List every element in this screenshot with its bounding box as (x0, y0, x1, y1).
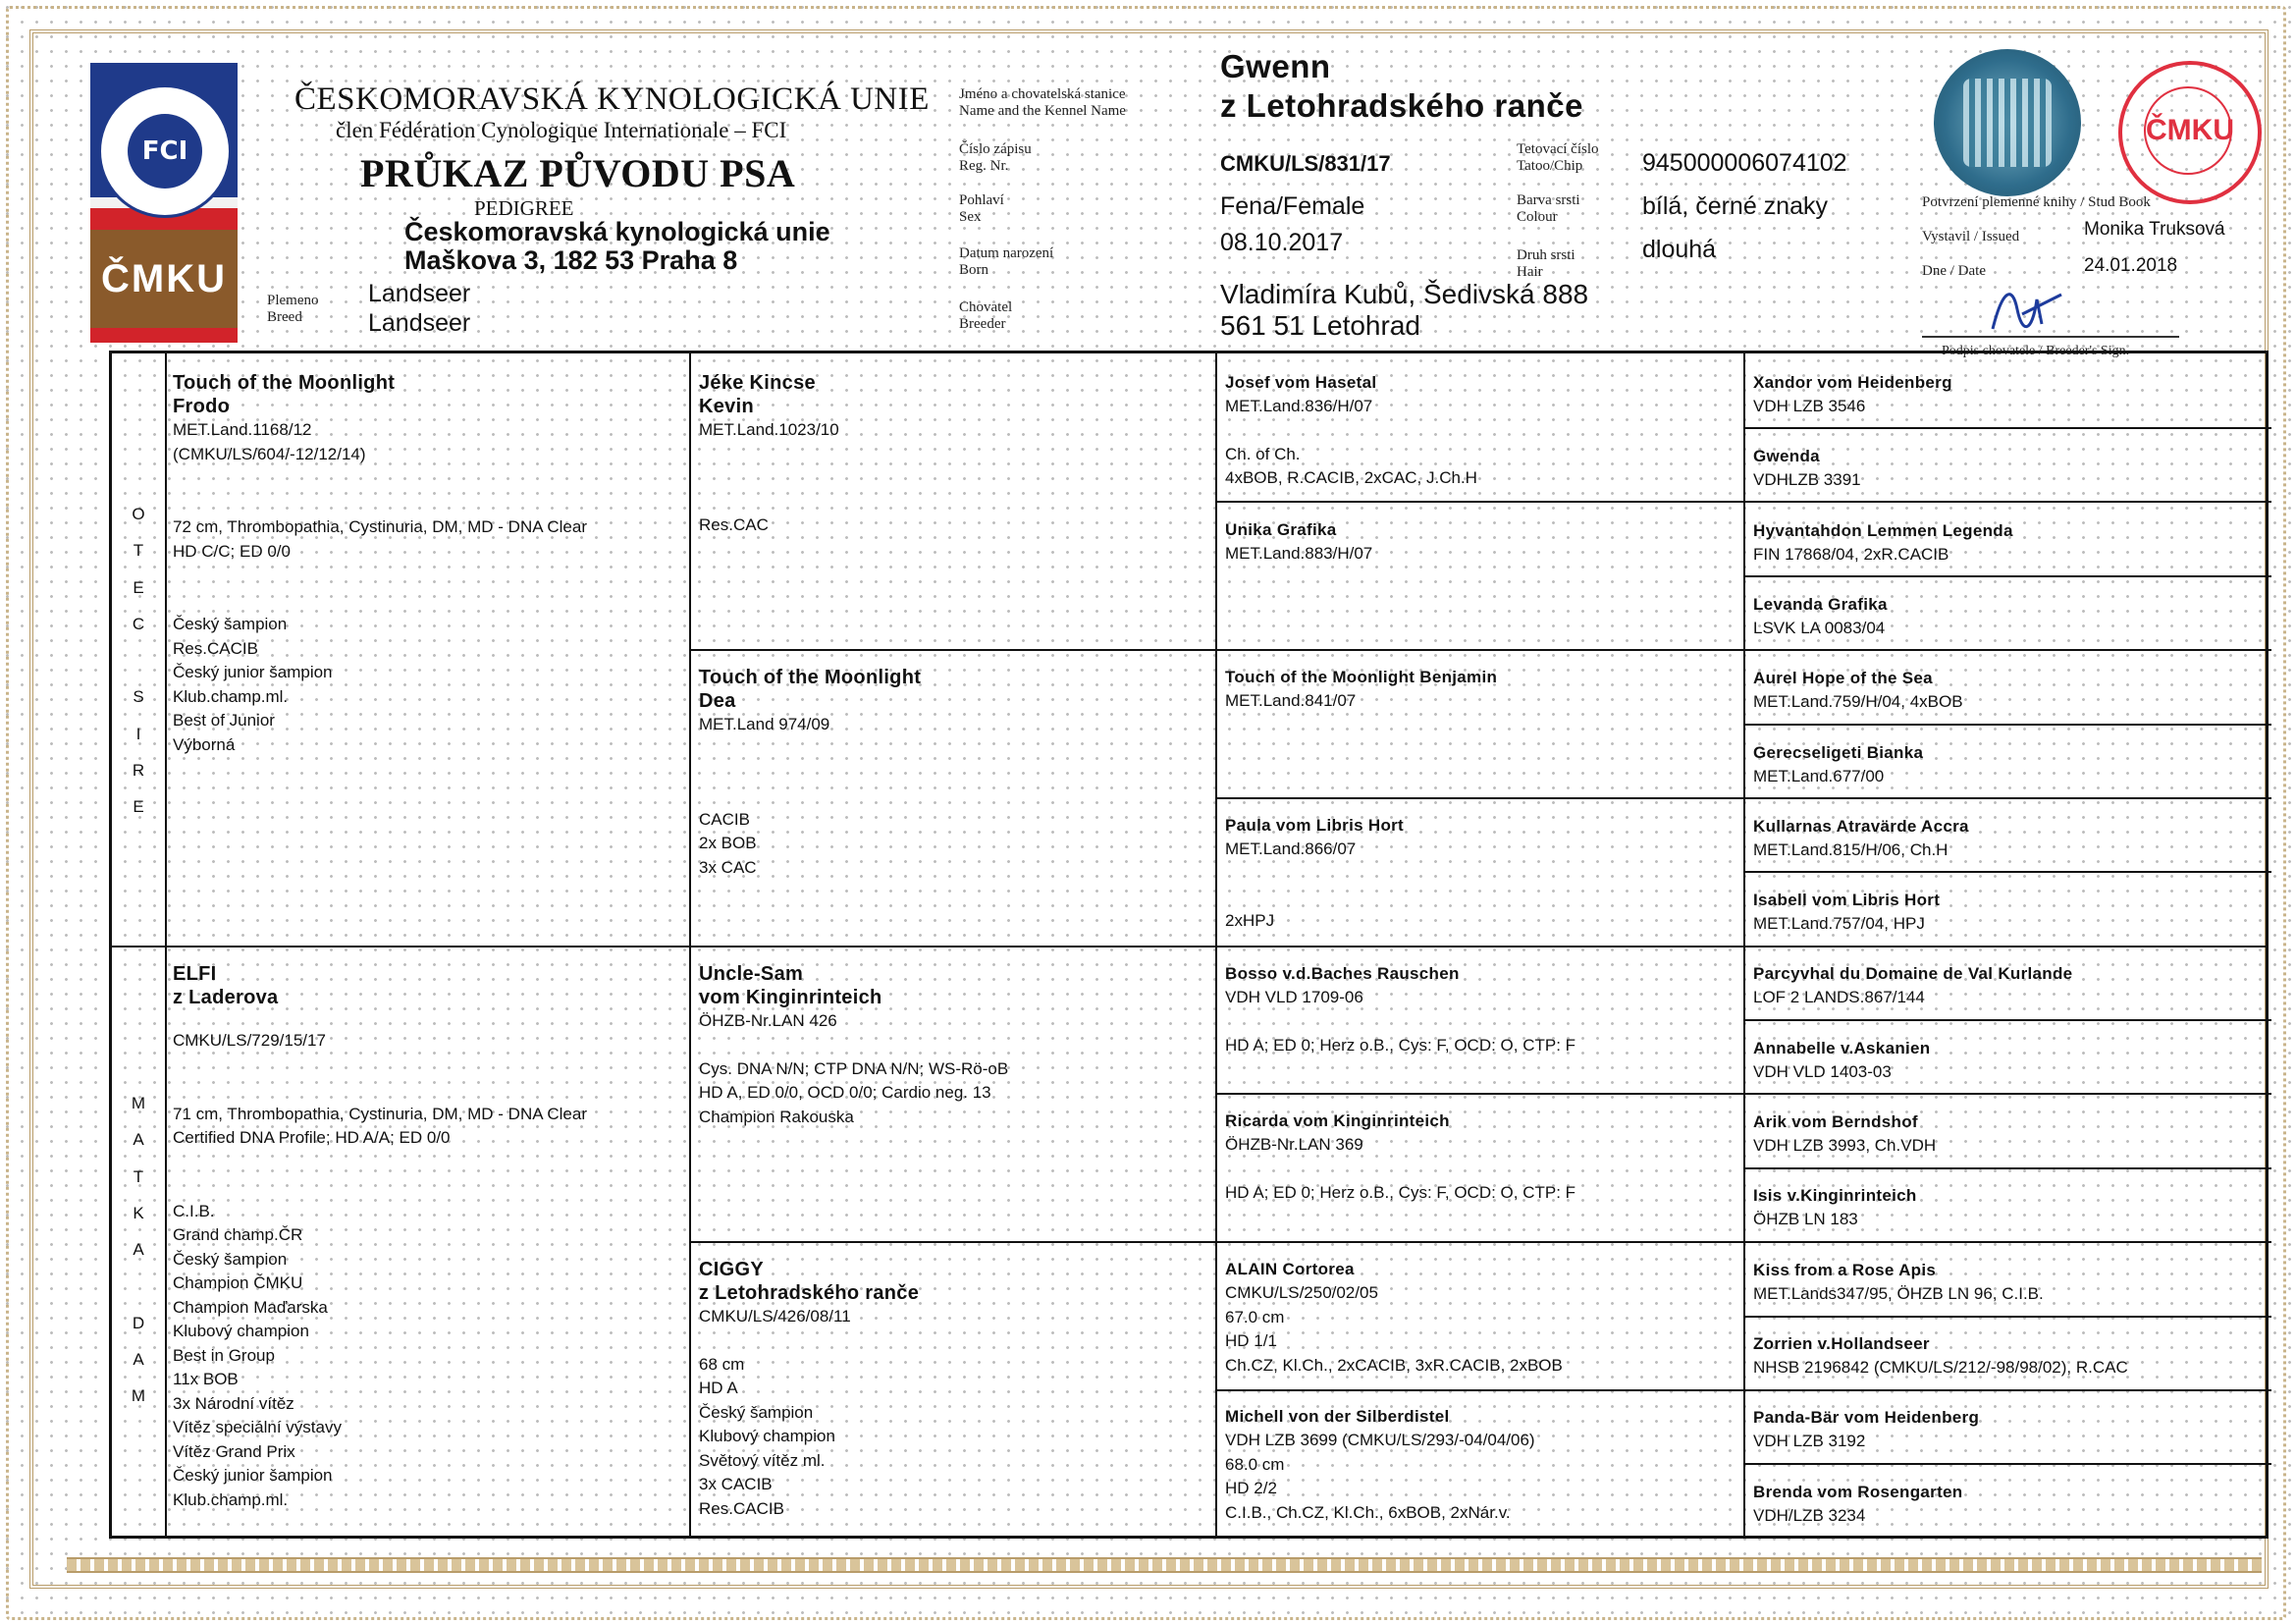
breeder-value: Vladimíra Kubů, Šedivská 888 561 51 Letohrad (1220, 279, 1589, 341)
side-letter: A (133, 1130, 144, 1150)
grandsire-maternal: Uncle-Sam vom Kinginrinteich ÖHZB-Nr.LAN 426 Cys. DNA N/N; CTP DNA N/N; WS-Rö-oB HD A, ED 0/0, OCD 0/0; Cardio neg. 13 Champion Rakouska (699, 963, 1009, 1126)
ancestor-gen3: Touch of the Moonlight Benjamin MET.Land.841/07 (1225, 668, 1498, 710)
ancestor-gen3: Unika Grafika MET.Land.883/H/07 (1225, 520, 1373, 563)
ancestor-gen4: Annabelle v.Askanien VDH VLD 1403-03 (1753, 1038, 1931, 1081)
side-letter: T (133, 541, 144, 561)
hair-value: dlouhá (1642, 236, 1717, 263)
chip-label: Tetovací číslo Tatoo/Chip (1517, 141, 1599, 174)
ancestor-gen3: Josef vom Hasetal MET.Land.836/H/07 Ch. of Ch. 4xBOB, R.CACIB, 2xCAC, J.Ch.H (1225, 373, 1477, 487)
breed-label: Plemeno Breed (267, 293, 319, 325)
issued-value: Monika Truksová (2084, 219, 2225, 240)
side-letter: T (133, 1166, 144, 1186)
colour-label: Barva srsti Colour (1517, 192, 1580, 225)
pedigree-table (109, 351, 2269, 1539)
signature-line (1922, 336, 2179, 338)
grandsire-paternal: Jéke Kincse Kevin MET.Land.1023/10 Res.CAC (699, 372, 839, 534)
side-letter (124, 1274, 153, 1311)
stud-confirm-label: Potvrzení plemenné knihy / Stud Book (1922, 194, 2151, 210)
reg-label: Číslo zápisu Reg. Nr. (959, 141, 1032, 174)
sex-value: Fena/Female (1220, 192, 1365, 220)
chip-value: 945000006074102 (1642, 149, 1847, 177)
fci-emblem: FCI (98, 84, 232, 218)
ancestor-gen4: Kiss from a Rose Apis MET.Lands347/95, ÖHZB LN 96, C.I.B. (1753, 1260, 2044, 1303)
ancestor-gen3: Paula vom Libris Hort MET.Land.866/07 2xHPJ (1225, 816, 1405, 930)
ancestor-gen4: Brenda vom Rosengarten VDH/LZB 3234 (1753, 1482, 1963, 1525)
colour-value: bílá, černé znaky (1642, 192, 1828, 220)
ancestor-gen4: Panda-Bär vom Heidenberg VDH LZB 3192 (1753, 1408, 1980, 1451)
side-letter: A (133, 1350, 144, 1370)
ancestor-gen4: Parcyvhal du Domaine de Val Kurlande LOF 2 LANDS.867/144 (1753, 964, 2073, 1007)
ancestor-gen4: Hyvantahdon Lemmen Legenda FIN 17868/04, 2xR.CACIB (1753, 520, 2013, 564)
ancestor-gen3: ALAIN Cortorea CMKU/LS/250/02/05 67.0 cm HD 1/1 Ch.CZ, Kl.Ch., 2xCACIB, 3xR.CACIB, 2xBOB (1225, 1260, 1563, 1375)
ancestor-gen4: Zorrien v.Hollandseer NHSB 2196842 (CMKU/LS/212/-98/98/02), R.CAC (1753, 1333, 2128, 1377)
sire-entry: Touch of the Moonlight Frodo MET.Land.1168/12 (CMKU/LS/604/-12/12/14) 72 cm, Thrombopathia, Cystinuria, DM, MD - DNA Clear HD C/C; ED 0/0 Český šampion Res.CACIB Český junior šampion Klub.champ.ml. Best of Junior Výborná (173, 372, 587, 754)
org-name: ČESKOMORAVSKÁ KYNOLOGICKÁ UNIE (294, 81, 930, 117)
side-letter: C (132, 614, 145, 633)
reg-value: CMKU/LS/831/17 (1220, 151, 1391, 176)
side-letter: O (132, 505, 145, 523)
side-letter: S (133, 687, 144, 707)
org-address: Českomoravská kynologická unie Maškova 3, 182 53 Praha 8 (404, 217, 830, 275)
side-letter: E (133, 577, 144, 597)
document-title: PRŮKAZ PŮVODU PSA (360, 151, 796, 195)
breed-value: Landseer Landseer (368, 280, 471, 337)
granddam-maternal: CIGGY z Letohradského ranče CMKU/LS/426/08/11 68 cm HD A Český šampion Klubový champion Světový vítěz ml. 3x CACIB Res.CACIB (699, 1259, 920, 1518)
side-letter: A (133, 1240, 144, 1260)
granddam-paternal: Touch of the Moonlight Dea MET.Land 974/09 CACIB 2x BOB 3x CAC (699, 667, 922, 877)
ancestor-gen4: Gerecseligeti Bianka MET.Land.677/00 (1753, 742, 1924, 785)
ancestor-gen4: Isabell vom Libris Hort MET.Land.757/04, HPJ (1753, 891, 1941, 934)
sire-side-label (124, 503, 153, 833)
date-label: Dne / Date (1922, 263, 1986, 279)
ancestor-gen3: Michell von der Silberdistel VDH LZB 3699 (CMKU/LS/293/-04/04/06) 68.0 cm HD 2/2 C.I.B., Ch.CZ, Kl.Ch., 6xBOB, 2xNár.v. (1225, 1407, 1535, 1522)
born-label: Datum narození Born (959, 245, 1054, 278)
ancestor-gen4: Levanda Grafika LSVK LA 0083/04 (1753, 594, 1888, 637)
dam-side-label (124, 1092, 153, 1422)
side-letter: M (131, 1094, 146, 1112)
breeder-sign-label: Podpis chovatele / Breeder's Sign. (1942, 344, 2130, 358)
side-letter: M (131, 1386, 146, 1406)
fci-cmku-logo (90, 63, 238, 343)
born-value: 08.10.2017 (1220, 229, 1344, 256)
breeder-label: Chovatel Breeder (959, 299, 1013, 332)
ancestor-gen4: Aurel Hope of the Sea MET.Land.759/H/04, 4xBOB (1753, 669, 1963, 712)
cmku-emblem: ČMKU (90, 230, 238, 328)
dog-name: Gwenn z Letohradského ranče (1220, 48, 1583, 124)
side-letter (124, 649, 153, 685)
fci-membership: člen Fédération Cynologique Internationale – FCI (336, 118, 787, 142)
ancestor-gen3: Bosso v.d.Baches Rauschen VDH VLD 1709-06 HD A; ED 0; Herz o.B., Cys: F, OCD: O, CTP: F (1225, 964, 1576, 1055)
hair-label: Druh srsti Hair (1517, 247, 1575, 280)
stud-book-stamp: ČMKU (2118, 61, 2262, 204)
ornamental-bottom-band (67, 1557, 2262, 1573)
date-value: 24.01.2018 (2084, 255, 2178, 276)
ancestor-gen4: Gwenda VDHLZB 3391 (1753, 447, 1861, 490)
ancestor-gen3: Ricarda vom Kinginrinteich ÖHZB-Nr.LAN 369 HD A; ED 0; Herz o.B., Cys: F, OCD: O, CTP: F (1225, 1111, 1576, 1202)
document-subtitle: PEDIGREE (474, 196, 574, 220)
side-letter: I (135, 724, 141, 743)
ancestor-gen4: Arik vom Berndshof VDH LZB 3993, Ch.VDH (1753, 1112, 1937, 1155)
sex-label: Pohlaví Sex (959, 192, 1004, 225)
dam-entry: ELFI z Laderova CMKU/LS/729/15/17 71 cm, Thrombopathia, Cystinuria, DM, MD - DNA Clear Certified DNA Profile; HD A/A; ED 0/0 C.I.B. Grand champ.ČR Český šampion Champion ČMKU Champion Maďarska Klubový champion Best in Group 11x BOB 3x Národní vítěz Vítěz speciální výstavy Vítěz Grand Prix Český junior šampion Klub.champ.ml. (173, 963, 587, 1509)
hologram-seal (1934, 49, 2081, 196)
side-letter: E (133, 797, 144, 817)
side-letter: D (132, 1313, 145, 1332)
ancestor-gen4: Kullarnas Atravärde Accra MET.Land.815/H/06, Ch.H (1753, 816, 1969, 859)
side-letter: R (132, 761, 145, 781)
name-label: Jméno a chovatelská stanice Name and the Kennel Name (959, 86, 1126, 119)
side-letter: K (133, 1203, 144, 1222)
ancestor-gen4: Isis v.Kinginrinteich ÖHZB LN 183 (1753, 1186, 1917, 1229)
issued-label: Vystavil / Issued (1922, 229, 2020, 244)
signature (1983, 280, 2071, 339)
ancestor-gen4: Xandor vom Heidenberg VDH LZB 3546 (1753, 373, 1952, 415)
